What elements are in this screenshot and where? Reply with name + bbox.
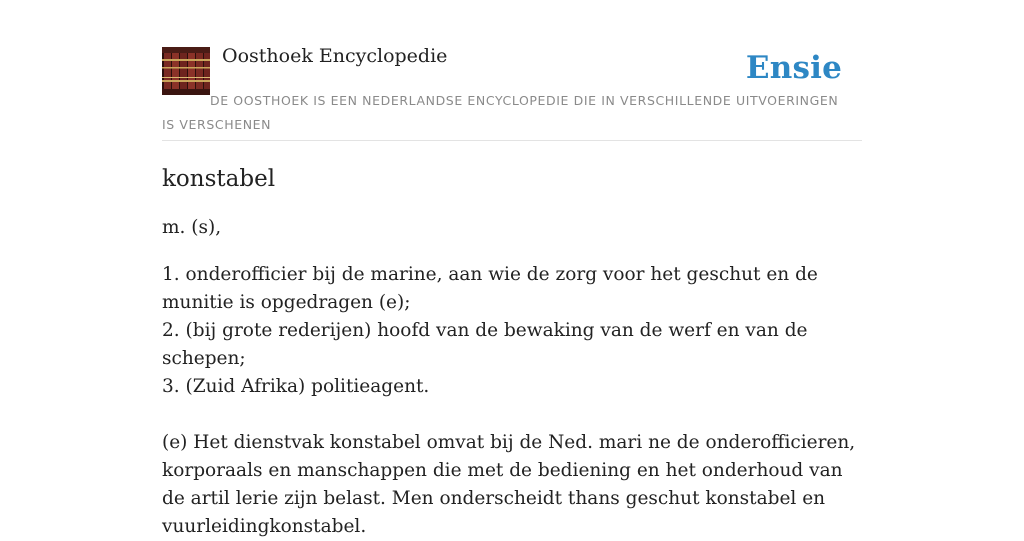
site-header: [162, 40, 862, 141]
definition-item: 3. (Zuid Afrika) politieagent.: [162, 376, 430, 397]
definition-item: 2. (bij grote rederijen) hoofd van de bewaking van de werf en van de schepen;: [162, 320, 808, 369]
definition-item: 1. onderofficier bij de marine, aan wie de zorg voor het geschut en de munitie is opgedragen (e);: [162, 264, 818, 313]
site-title[interactable]: Oosthoek Encyclopedie: [222, 45, 448, 67]
entry-title: konstabel: [162, 166, 276, 192]
encyclopedia-books-icon[interactable]: [162, 47, 210, 95]
grammar-note: m. (s),: [162, 217, 222, 238]
brand-logo[interactable]: Ensie: [745, 50, 842, 86]
site-tagline: DE OOSTHOEK IS EEN NEDERLANDSE ENCYCLOPEDIE DIE IN VERSCHILLENDE UITVOERINGEN IS VERSCHENEN: [162, 93, 839, 132]
entry-content: [162, 160, 862, 541]
definition-list: [162, 261, 862, 401]
explanatory-note: (e) Het dienstvak konstabel omvat bij de Ned. mari ne de onderofficieren, korporaals en manschappen die met de bediening en het onderhoud van de artil lerie zijn belast. Men onderscheidt thans geschut konstabel en vuurleidingkonstabel.: [162, 432, 856, 537]
